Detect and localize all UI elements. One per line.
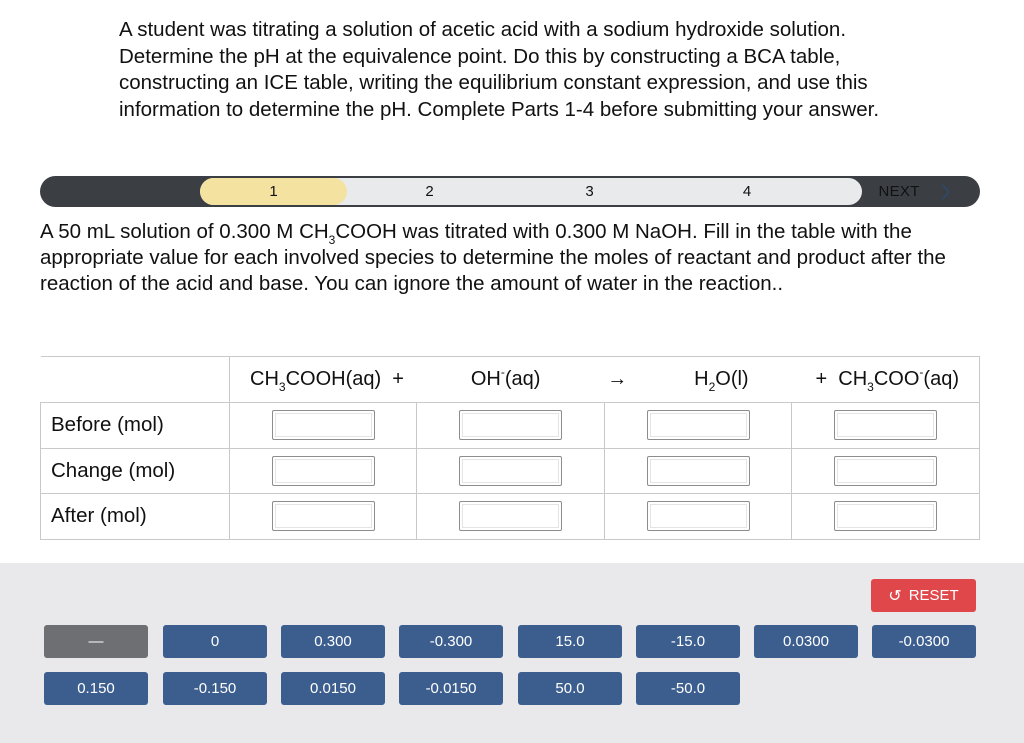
drop-box-after-acetic-acid[interactable] xyxy=(272,501,375,531)
answer-tile[interactable]: 0 xyxy=(163,625,267,658)
next-button[interactable] xyxy=(824,176,980,207)
cell-before-acid xyxy=(230,403,417,449)
cell-change-hydroxide xyxy=(417,448,605,494)
drop-box-before-water[interactable] xyxy=(647,410,750,440)
progress-bar xyxy=(40,176,980,207)
step-1-tab[interactable]: 1 xyxy=(200,178,347,205)
answer-tile[interactable]: -0.0300 xyxy=(872,625,976,658)
answer-tile[interactable]: — xyxy=(44,625,148,658)
reset-button[interactable] xyxy=(871,579,976,612)
row-change xyxy=(41,448,980,494)
answer-tile[interactable]: 0.0150 xyxy=(281,672,385,705)
next-label: NEXT xyxy=(878,183,920,200)
row-label-after: After (mol) xyxy=(41,494,230,540)
species-acetate: + $CH_3COO^-(aq)$ xyxy=(815,365,959,394)
drop-box-after-acetate[interactable] xyxy=(834,501,937,531)
cell-after-acid xyxy=(230,494,417,540)
drop-box-change-acetic-acid[interactable] xyxy=(272,456,375,486)
undo-icon: ↺ xyxy=(888,587,902,605)
answer-tile[interactable]: 0.300 xyxy=(281,625,385,658)
species-acetic-acid: $CH_3COOH(aq)$ + xyxy=(250,368,404,394)
cell-before-acetate xyxy=(792,403,980,449)
step-4-tab[interactable]: 4 xyxy=(742,183,752,200)
reaction-arrow: → xyxy=(607,368,628,390)
drop-box-after-water[interactable] xyxy=(647,501,750,531)
reaction-header xyxy=(230,357,980,403)
row-label-change: Change (mol) xyxy=(41,448,230,494)
cell-before-hydroxide xyxy=(417,403,605,449)
cell-after-water xyxy=(605,494,792,540)
reset-label: RESET xyxy=(908,587,959,604)
answer-tile[interactable]: -15.0 xyxy=(636,625,740,658)
problem-intro: A student was titrating a solution of acetic acid with a sodium hydroxide solution. Determine the pH at the equivalence point. Do this by constructing a BCA table, constructing an ICE table, writing the equilibrium constant expression, and use this information to determine the pH. Complete Parts 1-4 before submitting your answer. xyxy=(119,18,880,121)
bca-table xyxy=(40,356,980,540)
drop-box-before-acetate[interactable] xyxy=(834,410,937,440)
question-text xyxy=(40,219,980,297)
answer-tile[interactable]: 50.0 xyxy=(518,672,622,705)
answer-tile[interactable]: 15.0 xyxy=(518,625,622,658)
question-part2: COOH was titrated with 0.300 M NaOH. Fill in the table with the appropriate value for each involved species to determine the moles of reactant and product after the reaction of the acid and base. You can ignore the amount of water in the reaction.. xyxy=(40,220,946,295)
answer-tile[interactable]: -0.0150 xyxy=(399,672,503,705)
answer-tile[interactable]: -0.300 xyxy=(399,625,503,658)
row-after xyxy=(41,494,980,540)
step-2-tab[interactable]: 2 xyxy=(425,183,434,200)
drop-box-before-hydroxide[interactable] xyxy=(459,410,562,440)
answer-tile[interactable]: -0.150 xyxy=(163,672,267,705)
header-blank xyxy=(41,357,230,403)
row-before xyxy=(41,403,980,449)
cell-after-hydroxide xyxy=(417,494,605,540)
question-part1: A 50 mL solution of 0.300 M CH xyxy=(40,220,329,243)
drop-box-before-acetic-acid[interactable] xyxy=(272,410,375,440)
species-hydroxide: OH-(aq) xyxy=(470,365,541,390)
drop-box-change-acetate[interactable] xyxy=(834,456,937,486)
answer-tile[interactable]: 0.0300 xyxy=(754,625,858,658)
answer-tile[interactable]: -50.0 xyxy=(636,672,740,705)
cell-after-acetate xyxy=(792,494,980,540)
answer-tile[interactable]: 0.150 xyxy=(44,672,148,705)
cell-before-water xyxy=(605,403,792,449)
cell-change-acetate xyxy=(792,448,980,494)
drop-box-change-water[interactable] xyxy=(647,456,750,486)
drop-box-after-hydroxide[interactable] xyxy=(459,501,562,531)
cell-change-acid xyxy=(230,448,417,494)
step-3-tab[interactable]: 3 xyxy=(585,183,594,200)
row-label-before: Before (mol) xyxy=(41,403,230,449)
cell-change-water xyxy=(605,448,792,494)
drop-box-change-hydroxide[interactable] xyxy=(459,456,562,486)
species-water: $H_2O(l)$ xyxy=(694,368,749,394)
question-subscript: 3 xyxy=(328,233,336,247)
chevron-right-icon: 〉 xyxy=(941,185,958,202)
